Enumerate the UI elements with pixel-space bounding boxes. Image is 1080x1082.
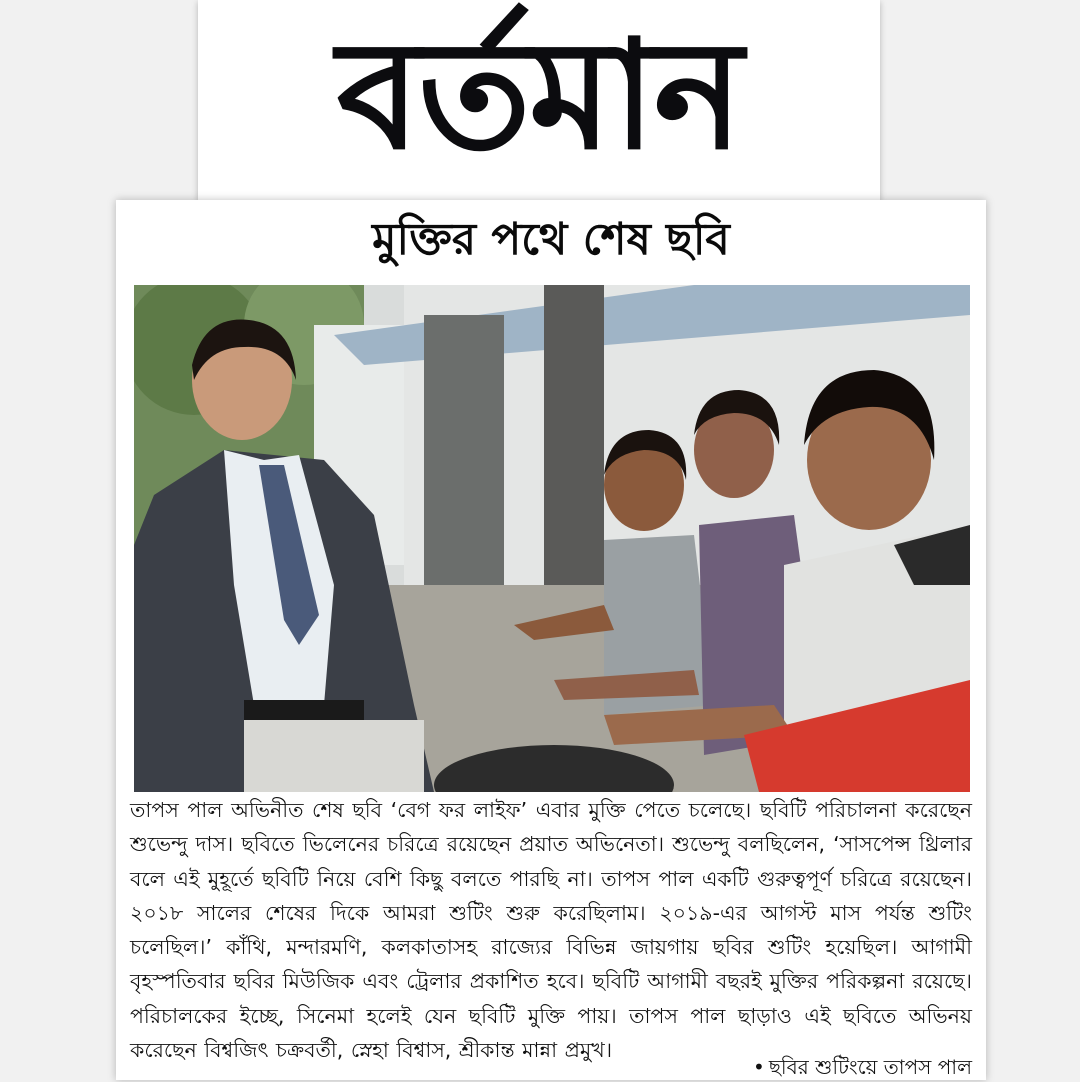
photo-caption [753,1052,972,1082]
article-headline: মুক্তির পথে শেষ ছবি [372,214,730,265]
masthead [198,0,880,200]
caption-bullet: • [753,1055,765,1079]
newspaper-logo: বর্তমান [336,9,742,183]
article-clipping [116,200,986,1080]
film-shooting-photo [134,285,970,792]
caption-text: ছবির শুটিংয়ে তাপস পাল [768,1055,972,1079]
article-photo [134,285,970,792]
article-body: তাপস পাল অভিনীত শেষ ছবি ‘বেগ ফর লাইফ’ এবার মুক্তি পেতে চলেছে। ছবিটি পরিচালনা করেছেন শুভেন্দু দাস। ছবিতে ভিলেনের চরিত্রে রয়েছেন প্রয়াত অভিনেতা। শুভেন্দু বলছিলেন, ‘সাসপেন্স থ্রিলার বলে এই মুহূর্তে ছবিটি নিয়ে বেশি কিছু বলতে পারছি না। তাপস পাল একটি গুরুত্বপূর্ণ চরিত্রে রয়েছেন। ২০১৮ সালের শেষের দিকে আমরা শুটিং শুরু করেছিলাম। ২০১৯-এর আগস্ট মাস পর্যন্ত শুটিং চলেছিল।’ কাঁথি, মন্দারমণি, কলকাতাসহ রাজ্যের বিভিন্ন জায়গায় ছবির শুটিং হয়েছিল। আগামী বৃহস্পতিবার ছবির মিউজিক এবং ট্রেলার প্রকাশিত হবে। ছবিটি আগামী বছরই মুক্তির পরিকল্পনা রয়েছে। পরিচালকের ইচ্ছে, সিনেমা হলেই যেন ছবিটি মুক্তি পায়। তাপস পাল ছাড়াও এই ছবিতে অভিনয় করেছেন বিশ্বজিৎ চক্রবর্তী, স্নেহা বিশ্বাস, শ্রীকান্ত মান্না প্রমুখ। [130,798,972,1063]
